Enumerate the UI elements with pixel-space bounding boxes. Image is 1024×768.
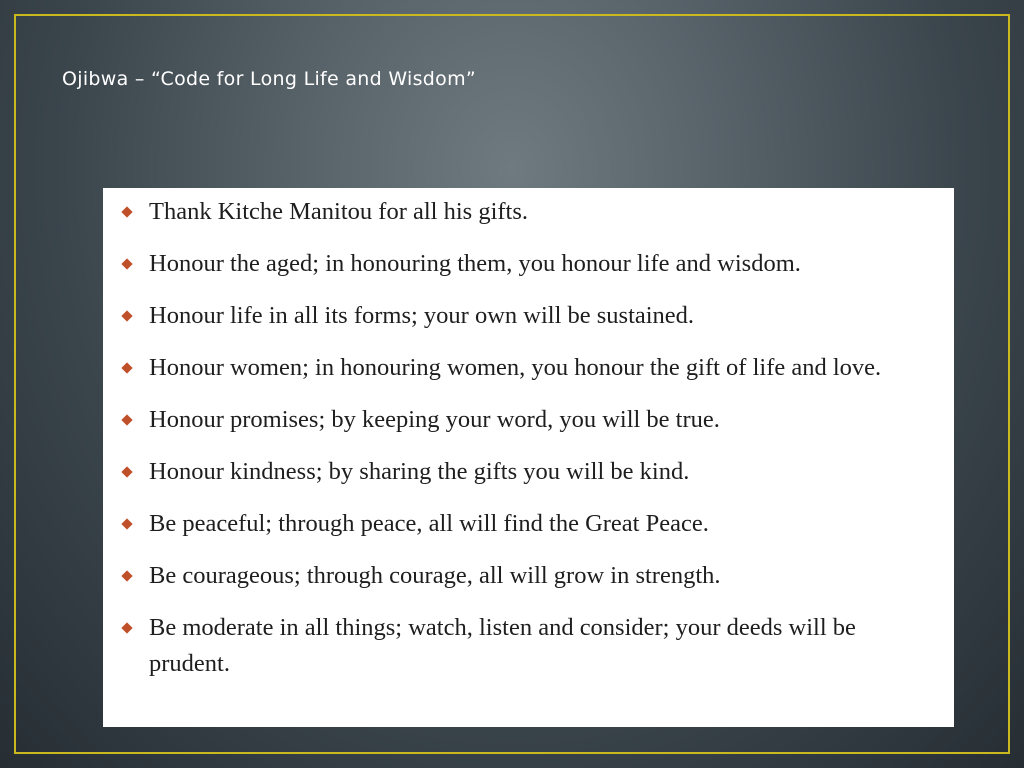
diamond-bullet-icon <box>121 466 132 477</box>
diamond-bullet-icon <box>121 310 132 321</box>
list-item-text: Honour promises; by keeping your word, you will be true. <box>149 406 720 433</box>
diamond-bullet-icon <box>121 258 132 269</box>
code-content-box <box>103 188 954 727</box>
diamond-bullet-icon <box>121 570 132 581</box>
diamond-bullet-icon <box>121 414 132 425</box>
list-item-text: Honour life in all its forms; your own will be sustained. <box>149 302 695 329</box>
list-item <box>121 558 942 594</box>
diamond-bullet-icon <box>121 518 132 529</box>
list-item-text: Be moderate in all things; watch, listen and consider; your deeds will be prudent. <box>149 614 856 677</box>
list-item <box>121 246 942 282</box>
list-item <box>121 194 942 230</box>
code-list <box>121 194 942 682</box>
list-item-text: Honour women; in honouring women, you honour the gift of life and love. <box>149 354 882 381</box>
list-item-text: Be peaceful; through peace, all will find the Great Peace. <box>149 510 709 537</box>
diamond-bullet-icon <box>121 206 132 217</box>
list-item-text: Honour the aged; in honouring them, you honour life and wisdom. <box>149 250 801 277</box>
diamond-bullet-icon <box>121 622 132 633</box>
list-item <box>121 506 942 542</box>
list-item <box>121 402 942 438</box>
list-item <box>121 454 942 490</box>
list-item-text: Honour kindness; by sharing the gifts you will be kind. <box>149 458 690 485</box>
diamond-bullet-icon <box>121 362 132 373</box>
list-item <box>121 298 942 334</box>
list-item-text: Be courageous; through courage, all will grow in strength. <box>149 562 721 589</box>
slide-title: Ojibwa – “Code for Long Life and Wisdom” <box>62 68 477 90</box>
list-item-text: Thank Kitche Manitou for all his gifts. <box>149 198 528 225</box>
list-item <box>121 610 942 682</box>
list-item <box>121 350 942 386</box>
